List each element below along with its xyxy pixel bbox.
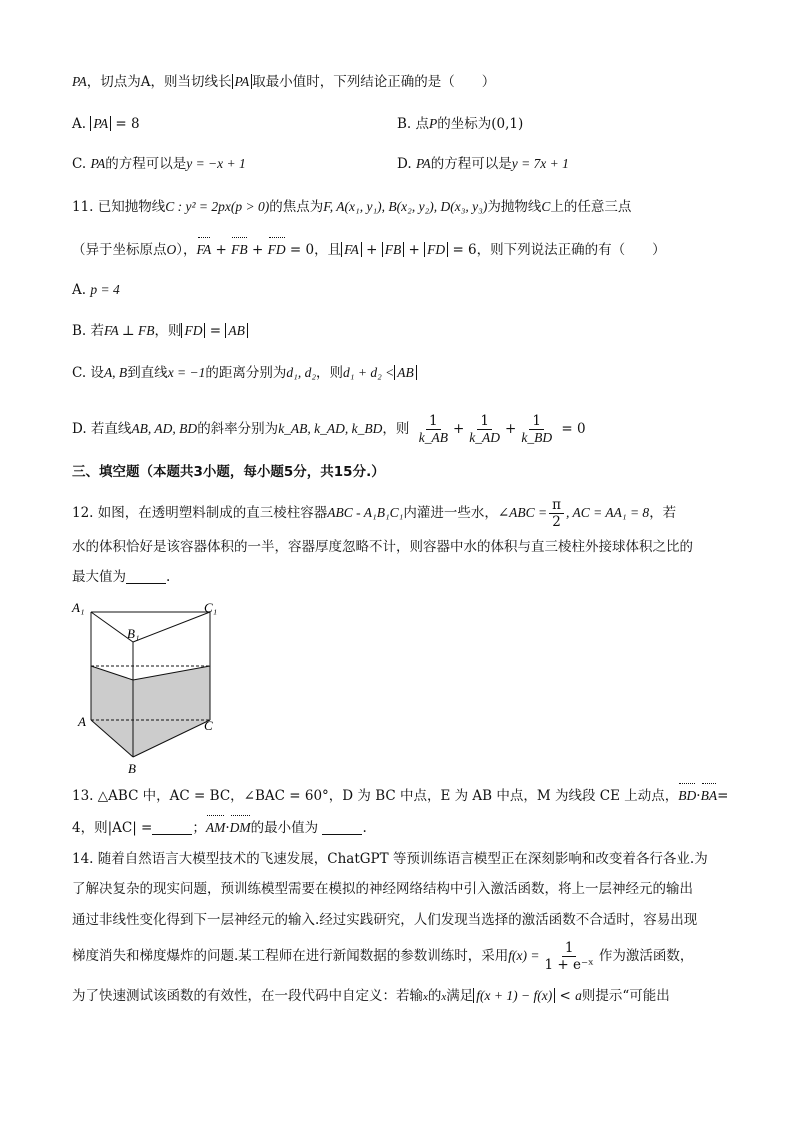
q11-text: 上的任意三点 <box>550 199 632 215</box>
math-eq: = 6 <box>452 242 477 258</box>
q11-option-d: D. 若直线AB, AD, BD的斜率分别为k_AB, k_AD, k_BD，则 $\frac{1}{k\_AB}$ + $\frac{1}{k\_AD}$ + $\frac{1}{k\_BD}$ = 0 <box>72 413 586 445</box>
vector-dm: DM <box>230 818 251 838</box>
math-ab: A, B <box>103 365 128 380</box>
math-coord: (0,1) <box>491 116 524 132</box>
q12-line-3 <box>72 567 170 587</box>
math-pa: PA <box>72 74 87 89</box>
section-3-title: 三、填空题（本题共3小题，每小题5分，共15分.） <box>72 464 385 480</box>
abs-fa: FA <box>341 242 362 257</box>
math-x: x <box>423 991 428 1003</box>
math-eq: = 0 <box>289 242 315 258</box>
frac-den: 2 <box>552 514 561 530</box>
option-label: D. <box>397 156 412 172</box>
abs-diff: f(x + 1) − f(x) <box>473 988 555 1003</box>
q13-text: . <box>362 820 367 836</box>
math-pa: PA <box>90 156 106 171</box>
option-label: A. <box>72 116 87 132</box>
q14-text: 梯度消失和梯度爆炸的问题.某工程师在进行新闻数据的参数训练时，采用 <box>72 948 509 964</box>
frac-den: k_AB <box>418 430 448 445</box>
q14-text: 则提示“可能出 <box>581 988 670 1004</box>
q12-text: ，若 <box>649 505 677 521</box>
option-text: 到直线 <box>127 365 168 381</box>
frac-den: k_AD <box>469 430 501 445</box>
math-ineq: d₁ + d₂ < <box>343 365 395 380</box>
edge-b1-c1 <box>133 612 210 642</box>
q10-option-d <box>397 154 569 174</box>
frac-num: π <box>549 497 564 514</box>
vector-bd: BD <box>678 786 696 806</box>
math-x: x <box>441 991 447 1003</box>
option-text: 的方程可以是 <box>430 156 512 172</box>
q11-stem-line-2: （异于坐标原点O），FA + FB + FD = 0，且 FA + FB + FD = 6，则下列说法正确的有（ ） <box>72 242 666 258</box>
frac-num: 1 <box>426 413 441 430</box>
option-label: A. <box>72 282 87 298</box>
q11-text: （异于坐标原点 <box>72 242 167 258</box>
q11-option-c <box>72 363 417 383</box>
q11-text: ，且 <box>314 242 342 258</box>
answer-blank <box>126 569 166 584</box>
math-points: F, A(x₁, y₁), B(x₂, y₂), D(x₃, y₃) <box>323 199 488 214</box>
water-front-region <box>91 666 210 757</box>
math-line: x = −1 <box>167 365 206 380</box>
q14-line-4 <box>72 938 693 974</box>
math-eq: = 0 <box>561 421 586 437</box>
prism-figure <box>70 600 230 778</box>
option-label: C. <box>72 156 87 172</box>
math-angle: ∠ABC = <box>497 505 548 520</box>
q11-text: 11. 已知抛物线 <box>72 199 166 215</box>
abs-fd: FD <box>424 242 448 257</box>
answer-blank-1 <box>152 820 192 835</box>
q11-stem-line-1 <box>72 197 631 217</box>
q11-text: ）， <box>176 242 197 258</box>
math-p: P <box>429 116 438 131</box>
option-text: 的方程可以是 <box>105 156 187 172</box>
q11-option-b: B. 若FA ⊥ FB，则 FD = AB <box>72 321 248 341</box>
frac-num: 1 <box>562 940 577 957</box>
q11-option-a <box>72 280 120 300</box>
abs-pa: PA <box>232 74 253 89</box>
option-text: 的斜率分别为 <box>197 421 279 437</box>
answer-blank-2 <box>322 820 362 835</box>
label-c1: C₁ <box>204 600 218 615</box>
option-text: C. 设 <box>72 365 104 381</box>
math-prism: ABC - A₁B₁C₁ <box>327 505 404 520</box>
q14-text: 作为激活函数， <box>598 948 694 964</box>
vector-fd: FD <box>268 240 286 260</box>
option-text: 的距离分别为 <box>205 365 287 381</box>
frac-num: 1 <box>477 413 492 430</box>
label-b: B <box>128 761 136 776</box>
fraction-1-kab <box>416 413 451 446</box>
q11-text: 的焦点为 <box>269 199 324 215</box>
vector-fa: FA <box>197 240 212 260</box>
option-text: 的坐标为 <box>437 116 492 132</box>
option-text: B. 若 <box>72 323 105 339</box>
q12-text: . <box>166 569 171 585</box>
fraction-sigmoid <box>542 940 597 973</box>
fraction-1-kad <box>466 413 503 446</box>
math-slopes: k_AB, k_AD, k_BD <box>278 421 383 436</box>
q14-text: 满足 <box>446 988 474 1004</box>
q14-line-3: 通过非线性变化得到下一层神经元的输入.经过实践研究，人们发现当选择的激活函数不合适时，容易出现 <box>72 912 698 928</box>
option-text: D. 若直线 <box>72 421 132 437</box>
option-text: 点 <box>415 116 430 132</box>
frac-den: 1 + e⁻ˣ <box>544 957 594 973</box>
option-text: ，则 <box>316 365 344 381</box>
math-eq: y = −x + 1 <box>186 156 246 171</box>
q10-option-a <box>72 114 140 134</box>
q10-option-b <box>397 114 523 134</box>
q13-text: 的最小值为 <box>250 820 319 836</box>
q14-text: 的 <box>427 988 442 1004</box>
math-eq: p = 4 <box>90 282 120 297</box>
math-eq: = <box>717 788 729 804</box>
frac-num: 1 <box>529 413 544 430</box>
q12-text: 最大值为 <box>72 569 126 585</box>
math-c: C <box>541 199 551 214</box>
label-b1: B₁ <box>127 626 140 641</box>
math-fx: f(x) = <box>508 948 540 963</box>
label-a1: A₁ <box>72 600 85 615</box>
abs-ab: AB <box>394 365 417 380</box>
q10-text: ，切点为A，则当切线长 <box>86 74 232 90</box>
option-text: ，则 <box>154 323 182 339</box>
q14-text: 为了快速测试该函数的有效性，在一段代码中自定义：若输 <box>72 988 423 1004</box>
q13-line-1: 13. △ABC 中，AC = BC，∠BAC = 60°，D 为 BC 中点，E 为 AB 中点，M 为线段 CE 上动点，BD·BA= <box>72 788 729 804</box>
option-text: ，则 <box>382 421 410 437</box>
math-perp: FA ⊥ FB <box>104 323 155 338</box>
q11-text: 为抛物线 <box>487 199 542 215</box>
option-label: B. <box>397 116 412 132</box>
math-o: O <box>166 242 177 257</box>
fraction-pi-2 <box>549 497 564 530</box>
q10-stem-line <box>72 72 495 92</box>
abs-fb: FB <box>382 242 405 257</box>
q11-text: ，则下列说法正确的有（ ） <box>476 242 666 258</box>
q12-text: 内灌进一些水， <box>403 505 498 521</box>
abs-fd: FD <box>181 323 205 338</box>
abs-ab: AB <box>225 323 248 338</box>
math-d: d₁, d₂ <box>286 365 317 380</box>
q10-option-c <box>72 154 246 174</box>
q13-text: 13. △ABC 中，AC = BC，∠BAC = 60°，D 为 BC 中点，E 为 AB 中点，M 为线段 CE 上动点， <box>72 788 679 804</box>
math-lt: < <box>559 988 571 1004</box>
q10-text-2: 取最小值时，下列结论正确的是（ ） <box>252 74 496 90</box>
q13-text: 4，则|AC| = <box>72 820 153 836</box>
q12-text: 12. 如图，在透明塑料制成的直三棱柱容器 <box>72 505 328 521</box>
q14-line-5 <box>72 986 670 1007</box>
frac-den: k_BD <box>521 430 553 445</box>
label-c: C <box>204 718 213 733</box>
q14-line-1: 14. 随着自然语言大模型技术的飞速发展，ChatGPT 等预训练语言模型正在深刻影响和改变着各行各业.为 <box>72 851 708 867</box>
abs-pa: PA <box>90 116 111 131</box>
vector-ba: BA <box>701 786 718 806</box>
math-a: a <box>575 988 582 1003</box>
q12-line-2: 水的体积恰好是该容器体积的一半，容器厚度忽略不计，则容器中水的体积与直三棱柱外接球体积之比的 <box>72 539 693 555</box>
math-parabola: C : y² = 2px(p > 0) <box>165 199 270 214</box>
q12-line-1 <box>72 496 676 530</box>
math-eq: = 8 <box>115 116 140 132</box>
q13-text: ； <box>192 820 206 836</box>
math-pa: PA <box>415 156 431 171</box>
vector-am: AM <box>206 818 226 838</box>
vector-fb: FB <box>231 240 248 260</box>
fraction-1-kbd <box>518 413 555 446</box>
q14-line-2: 了解决复杂的现实问题，预训练模型需要在模拟的神经网络结构中引入激活函数，将上一层神经元的输出 <box>72 881 693 897</box>
math-lines: AB, AD, BD <box>131 421 198 436</box>
label-a: A <box>78 714 86 729</box>
math-eq: y = 7x + 1 <box>511 156 569 171</box>
math-eq: , AC = AA₁ = 8 <box>566 505 650 520</box>
q13-line-2: 4，则|AC| = ；AM·DM的最小值为 . <box>72 820 367 836</box>
